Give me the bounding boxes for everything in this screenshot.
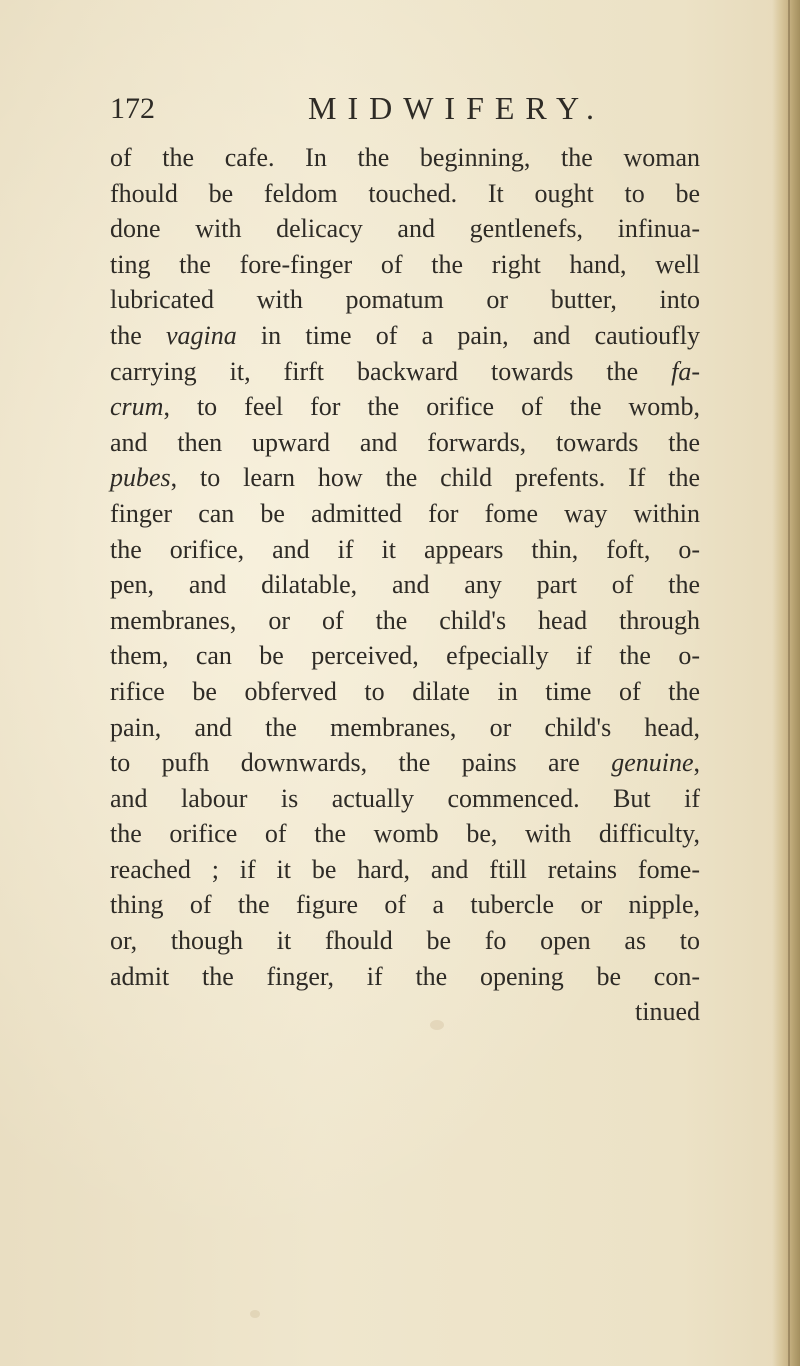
text-line: reached ; if it be hard, and ftill retains fome- bbox=[110, 854, 700, 884]
text-line: pain, and the membranes, or child's head, bbox=[110, 712, 700, 742]
text-line: lubricated with pomatum or butter, into bbox=[110, 285, 700, 315]
text-line: fhould be feldom touched. It ought to be bbox=[110, 178, 700, 208]
text-line: to pufh downwards, the pains are genuine, bbox=[110, 748, 700, 778]
page-edge bbox=[772, 0, 800, 1366]
text-line: pubes, to learn how the child prefents. If the bbox=[110, 463, 700, 493]
text-line: finger can be admitted for fome way within bbox=[110, 498, 700, 528]
text-line: them, can be perceived, efpecially if the o- bbox=[110, 641, 700, 671]
text-line: and then upward and forwards, towards the bbox=[110, 427, 700, 457]
page-header bbox=[108, 88, 748, 128]
page-number: 172 bbox=[110, 92, 155, 125]
text-line: membranes, or of the child's head through bbox=[110, 605, 700, 635]
running-head: MIDWIFERY. bbox=[308, 90, 605, 126]
text-line: of the cafe. In the beginning, the woman bbox=[110, 143, 700, 172]
text-line: admit the finger, if the opening be con- bbox=[110, 961, 700, 991]
text-line: ting the fore-finger of the right hand, well bbox=[110, 249, 700, 279]
catchword: tinued bbox=[635, 997, 700, 1027]
text-line: pen, and dilatable, and any part of the bbox=[110, 570, 700, 600]
text-line: and labour is actually commenced. But if bbox=[110, 783, 700, 813]
text-line: the orifice, and if it appears thin, foft, o- bbox=[110, 534, 700, 564]
text-line: or, though it fhould be fo open as to bbox=[110, 926, 700, 956]
text-line: thing of the figure of a tubercle or nipple, bbox=[110, 890, 700, 920]
page-edge-line bbox=[788, 0, 790, 1366]
body-text bbox=[110, 140, 700, 1030]
text-line: rifice be obferved to dilate in time of the bbox=[110, 676, 700, 706]
paper-stain bbox=[250, 1310, 260, 1318]
text-line: carrying it, firft backward towards the fa- bbox=[110, 356, 700, 386]
text-line: the orifice of the womb be, with difficulty, bbox=[110, 819, 700, 849]
text-line: the vagina in time of a pain, and cautioufly bbox=[110, 320, 700, 350]
text-line: crum, to feel for the orifice of the womb, bbox=[110, 392, 700, 422]
text-line: done with delicacy and gentlenefs, infinua- bbox=[110, 214, 700, 244]
